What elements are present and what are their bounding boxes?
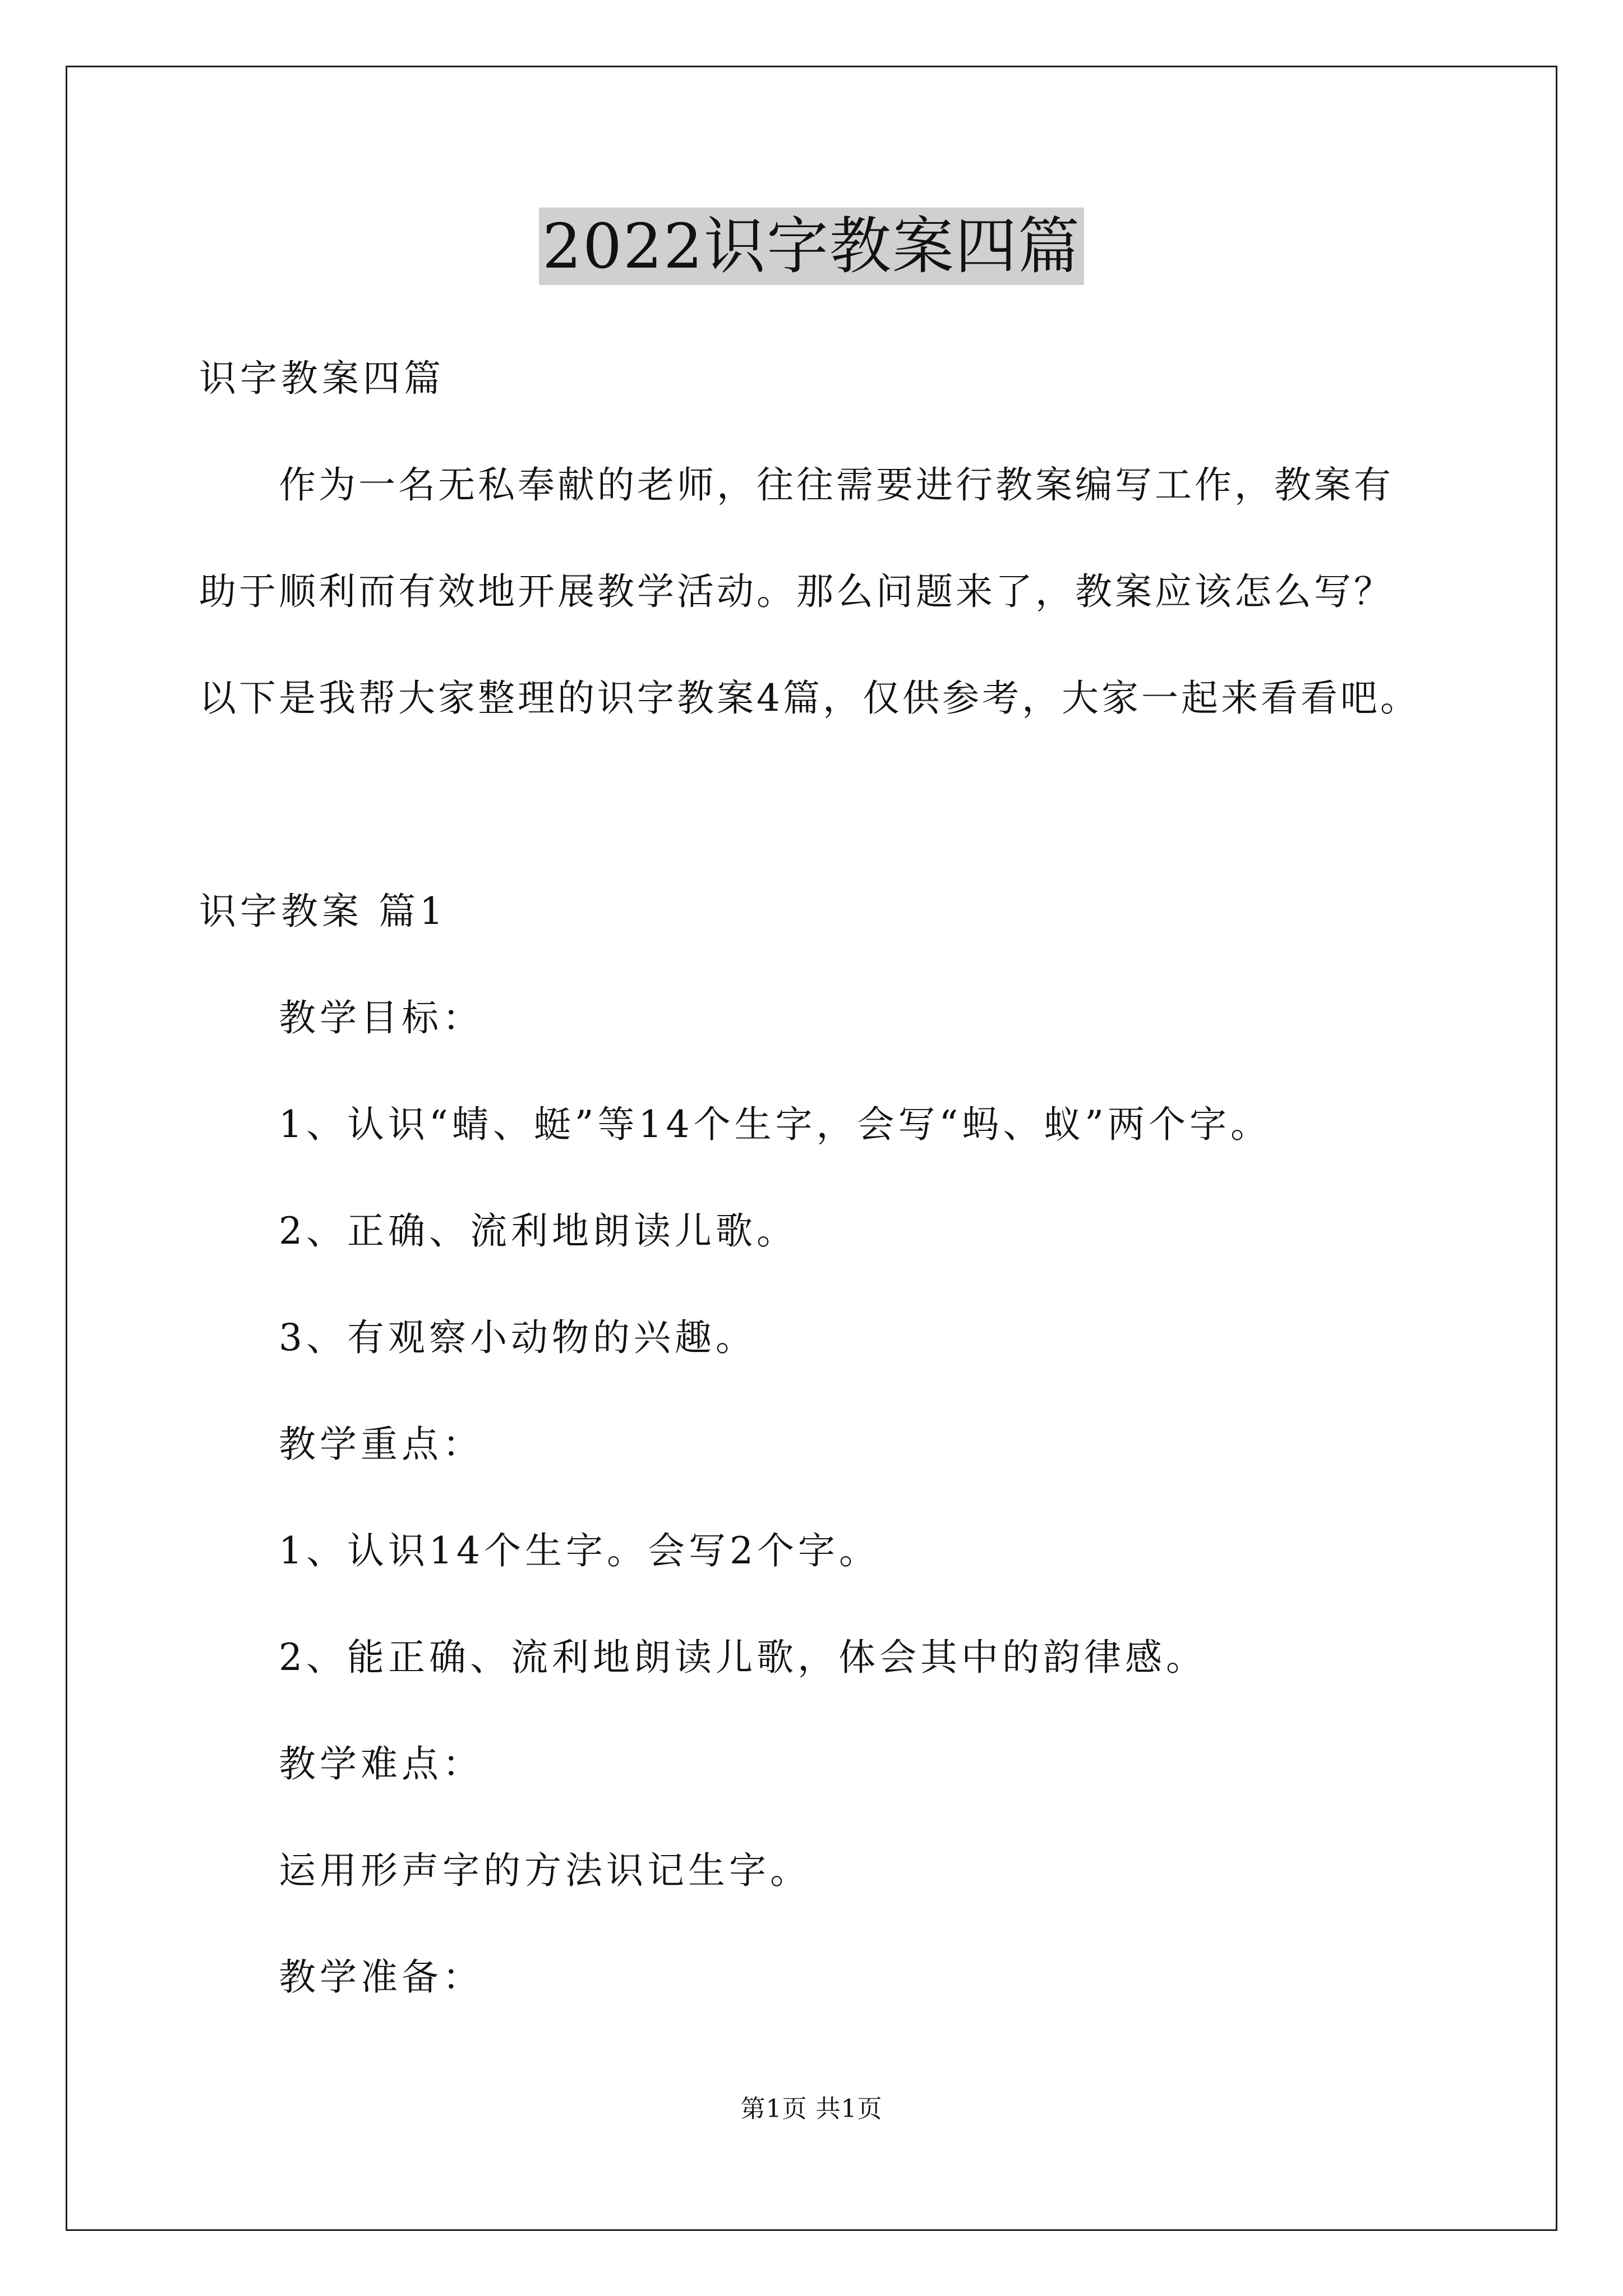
- key-points-label: 教学重点：: [279, 1423, 483, 1466]
- teaching-goal-item-3: 3、有观察小动物的兴趣。: [279, 1316, 757, 1359]
- preparation-label: 教学准备：: [279, 1955, 483, 1999]
- title-container: [0, 208, 1623, 285]
- teaching-goal-item-1: 1、认识“蜻、蜓”等14个生字，会写“蚂、蚁”两个字。: [279, 1103, 1271, 1146]
- document-title: 2022识字教案四篇: [539, 208, 1084, 285]
- key-point-item-1: 1、认识14个生字。会写2个字。: [279, 1529, 880, 1572]
- section-title: 识字教案 篇1: [199, 890, 447, 933]
- intro-line-1: 作为一名无私奉献的老师，往往需要进行教案编写工作，教案有: [279, 463, 1394, 507]
- intro-line-2: 助于顺利而有效地开展教学活动。那么问题来了，教案应该怎么写？: [199, 570, 1394, 613]
- intro-line-3: 以下是我帮大家整理的识字教案4篇，仅供参考，大家一起来看看吧。: [199, 677, 1420, 720]
- document-heading: 识字教案四篇: [199, 357, 445, 400]
- difficult-points-label: 教学难点：: [279, 1742, 483, 1786]
- teaching-goal-item-2: 2、正确、流利地朗读儿歌。: [279, 1209, 797, 1253]
- key-point-item-2: 2、能正确、流利地朗读儿歌，体会其中的韵律感。: [279, 1636, 1207, 1679]
- teaching-goals-label: 教学目标：: [279, 996, 483, 1039]
- difficult-point-item-1: 运用形声字的方法识记生字。: [279, 1849, 811, 1892]
- page-footer: 第1页 共1页: [740, 2095, 883, 2123]
